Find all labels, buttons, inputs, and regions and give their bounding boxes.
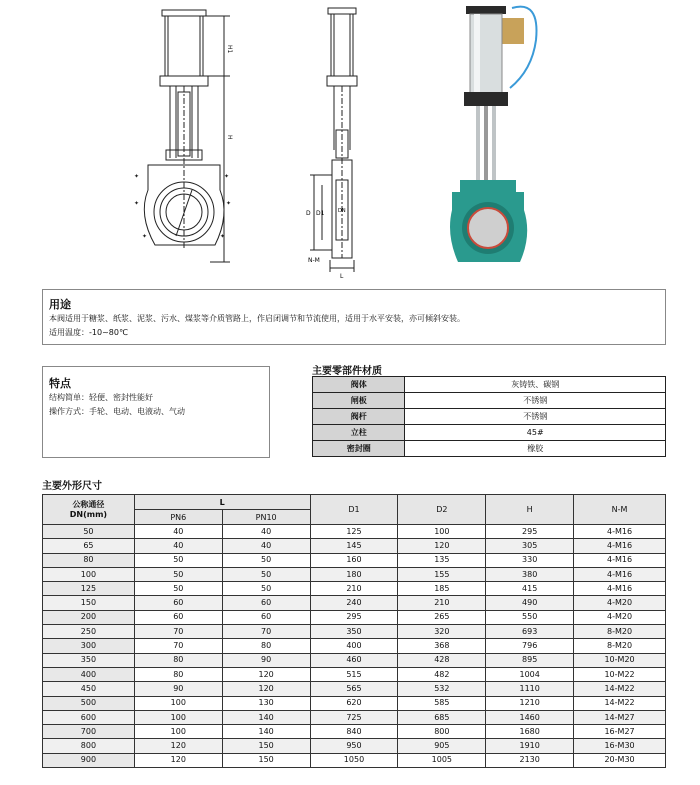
- pn6-cell: 70: [134, 625, 222, 639]
- nm-cell: 14-M22: [574, 696, 666, 710]
- pneumatic-valve-photo: [440, 0, 550, 280]
- part-material: 不锈钢: [405, 409, 666, 425]
- d1-cell: 1050: [310, 753, 398, 767]
- d1-cell: 145: [310, 539, 398, 553]
- d1-cell: 240: [310, 596, 398, 610]
- pn6-cell: 120: [134, 739, 222, 753]
- dim-label-d: D: [306, 210, 311, 217]
- d2-cell: 265: [398, 610, 486, 624]
- pn10-cell: 150: [222, 753, 310, 767]
- h-cell: 1680: [486, 725, 574, 739]
- pn10-cell: 60: [222, 610, 310, 624]
- d1-cell: 400: [310, 639, 398, 653]
- pn10-cell: 40: [222, 525, 310, 539]
- part-material: 45#: [405, 425, 666, 441]
- materials-row: [313, 441, 666, 457]
- dn-cell: 65: [43, 539, 135, 553]
- nm-cell: 4-M16: [574, 567, 666, 581]
- pn6-cell: 100: [134, 710, 222, 724]
- d2-cell: 120: [398, 539, 486, 553]
- dn-cell: 600: [43, 710, 135, 724]
- dn-cell: 300: [43, 639, 135, 653]
- h-cell: 1460: [486, 710, 574, 724]
- features-title: 特点: [49, 377, 71, 390]
- pn10-cell: 40: [222, 539, 310, 553]
- d1-cell: 180: [310, 567, 398, 581]
- dn-cell: 150: [43, 596, 135, 610]
- d2-cell: 155: [398, 567, 486, 581]
- dimensions-table: [42, 494, 666, 768]
- dim-label-l: L: [340, 273, 344, 280]
- h-cell: 550: [486, 610, 574, 624]
- table-row: [43, 610, 666, 624]
- h-cell: 295: [486, 525, 574, 539]
- pn6-cell: 50: [134, 567, 222, 581]
- part-material: 不锈钢: [405, 393, 666, 409]
- pn10-cell: 120: [222, 667, 310, 681]
- dn-cell: 700: [43, 725, 135, 739]
- table-row: [43, 753, 666, 767]
- d1-cell: 950: [310, 739, 398, 753]
- part-name: 立柱: [313, 425, 405, 441]
- header-pn10: PN10: [222, 510, 310, 525]
- h-cell: 1004: [486, 667, 574, 681]
- materials-row: [313, 393, 666, 409]
- d2-cell: 800: [398, 725, 486, 739]
- d2-cell: 905: [398, 739, 486, 753]
- part-name: 密封圈: [313, 441, 405, 457]
- d1-cell: 210: [310, 582, 398, 596]
- header-dn: 公称通径 DN(mm): [43, 495, 135, 525]
- header-d2: D2: [398, 495, 486, 525]
- table-row: [43, 667, 666, 681]
- svg-text:✦: ✦: [224, 173, 230, 180]
- dn-cell: 900: [43, 753, 135, 767]
- table-row: [43, 725, 666, 739]
- svg-text:✦: ✦: [226, 200, 232, 207]
- table-row: [43, 653, 666, 667]
- h-cell: 1210: [486, 696, 574, 710]
- h-cell: 415: [486, 582, 574, 596]
- h-cell: 330: [486, 553, 574, 567]
- nm-cell: 4-M16: [574, 525, 666, 539]
- h-cell: 895: [486, 653, 574, 667]
- pn10-cell: 120: [222, 682, 310, 696]
- pn6-cell: 60: [134, 610, 222, 624]
- d1-cell: 565: [310, 682, 398, 696]
- table-row: [43, 710, 666, 724]
- nm-cell: 4-M16: [574, 553, 666, 567]
- h-cell: 305: [486, 539, 574, 553]
- pn6-cell: 120: [134, 753, 222, 767]
- header-h: H: [486, 495, 574, 525]
- features-section: [42, 366, 270, 458]
- dn-cell: 200: [43, 610, 135, 624]
- d1-cell: 125: [310, 525, 398, 539]
- d2-cell: 185: [398, 582, 486, 596]
- h-cell: 2130: [486, 753, 574, 767]
- dim-label-h1: H1: [226, 45, 233, 54]
- svg-text:✦: ✦: [134, 173, 140, 180]
- pn6-cell: 90: [134, 682, 222, 696]
- dim-label-nm: N-M: [308, 257, 320, 264]
- h-cell: 1910: [486, 739, 574, 753]
- h-cell: 490: [486, 596, 574, 610]
- dn-cell: 250: [43, 625, 135, 639]
- d2-cell: 685: [398, 710, 486, 724]
- nm-cell: 14-M27: [574, 710, 666, 724]
- d2-cell: 482: [398, 667, 486, 681]
- dn-cell: 80: [43, 553, 135, 567]
- nm-cell: 20-M30: [574, 753, 666, 767]
- nm-cell: 8-M20: [574, 625, 666, 639]
- part-material: 灰铸铁、碳钢: [405, 377, 666, 393]
- features-structure: 结构简单：轻便、密封性能好: [49, 393, 153, 402]
- header-pn6: PN6: [134, 510, 222, 525]
- d1-cell: 725: [310, 710, 398, 724]
- d1-cell: 295: [310, 610, 398, 624]
- usage-temperature: 适用温度：-10~80℃: [49, 328, 128, 337]
- table-row: [43, 639, 666, 653]
- pn10-cell: 50: [222, 582, 310, 596]
- nm-cell: 4-M20: [574, 610, 666, 624]
- dn-cell: 400: [43, 667, 135, 681]
- d2-cell: 1005: [398, 753, 486, 767]
- dimensions-title: 主要外形尺寸: [42, 481, 102, 492]
- table-row: [43, 739, 666, 753]
- pn10-cell: 140: [222, 710, 310, 724]
- d1-cell: 840: [310, 725, 398, 739]
- materials-table: [312, 376, 666, 457]
- dn-cell: 100: [43, 567, 135, 581]
- usage-title: 用途: [49, 298, 71, 311]
- header-d1: D1: [310, 495, 398, 525]
- usage-description: 本阀适用于糖浆、纸浆、泥浆、污水、煤浆等介质管路上，作启闭调节和节流使用，适用于水平安装，亦可倾斜安装。: [49, 314, 465, 323]
- pn6-cell: 50: [134, 582, 222, 596]
- d2-cell: 320: [398, 625, 486, 639]
- nm-cell: 4-M16: [574, 582, 666, 596]
- pn6-cell: 80: [134, 653, 222, 667]
- table-row: [43, 567, 666, 581]
- header-l: L: [134, 495, 310, 510]
- pn6-cell: 100: [134, 725, 222, 739]
- part-name: 阀杆: [313, 409, 405, 425]
- dn-cell: 50: [43, 525, 135, 539]
- d2-cell: 100: [398, 525, 486, 539]
- dn-cell: 500: [43, 696, 135, 710]
- pn6-cell: 40: [134, 525, 222, 539]
- pn10-cell: 50: [222, 567, 310, 581]
- d1-cell: 620: [310, 696, 398, 710]
- nm-cell: 16-M30: [574, 739, 666, 753]
- pn10-cell: 70: [222, 625, 310, 639]
- d1-cell: 160: [310, 553, 398, 567]
- table-row: [43, 696, 666, 710]
- svg-text:✦: ✦: [220, 233, 226, 240]
- materials-row: [313, 425, 666, 441]
- nm-cell: 10-M20: [574, 653, 666, 667]
- pn6-cell: 40: [134, 539, 222, 553]
- h-cell: 380: [486, 567, 574, 581]
- dim-label-d1: D1: [316, 210, 325, 217]
- pn10-cell: 50: [222, 553, 310, 567]
- table-row: [43, 525, 666, 539]
- dn-cell: 450: [43, 682, 135, 696]
- pn10-cell: 60: [222, 596, 310, 610]
- d1-cell: 350: [310, 625, 398, 639]
- pn6-cell: 70: [134, 639, 222, 653]
- d2-cell: 135: [398, 553, 486, 567]
- h-cell: 1110: [486, 682, 574, 696]
- nm-cell: 16-M27: [574, 725, 666, 739]
- pn6-cell: 60: [134, 596, 222, 610]
- table-row: [43, 682, 666, 696]
- header-nm: N-M: [574, 495, 666, 525]
- part-material: 橡胶: [405, 441, 666, 457]
- d2-cell: 210: [398, 596, 486, 610]
- nm-cell: 4-M16: [574, 539, 666, 553]
- d2-cell: 428: [398, 653, 486, 667]
- side-view-drawing: [300, 0, 380, 280]
- table-row: [43, 553, 666, 567]
- dn-cell: 800: [43, 739, 135, 753]
- d2-cell: 532: [398, 682, 486, 696]
- pn6-cell: 50: [134, 553, 222, 567]
- nm-cell: 4-M20: [574, 596, 666, 610]
- dim-label-h: H: [226, 135, 233, 140]
- d1-cell: 515: [310, 667, 398, 681]
- pn10-cell: 90: [222, 653, 310, 667]
- pn6-cell: 80: [134, 667, 222, 681]
- svg-text:✦: ✦: [142, 233, 148, 240]
- materials-title: 主要零部件材质: [312, 366, 382, 377]
- nm-cell: 14-M22: [574, 682, 666, 696]
- pn10-cell: 80: [222, 639, 310, 653]
- pn10-cell: 130: [222, 696, 310, 710]
- pn6-cell: 100: [134, 696, 222, 710]
- table-row: [43, 625, 666, 639]
- features-operation: 操作方式：手轮、电动、电液动、气动: [49, 407, 185, 416]
- usage-section: [42, 289, 666, 345]
- dn-cell: 125: [43, 582, 135, 596]
- h-cell: 693: [486, 625, 574, 639]
- materials-row: [313, 409, 666, 425]
- table-row: [43, 596, 666, 610]
- table-row: [43, 539, 666, 553]
- nm-cell: 8-M20: [574, 639, 666, 653]
- d2-cell: 368: [398, 639, 486, 653]
- materials-row: [313, 377, 666, 393]
- nm-cell: 10-M22: [574, 667, 666, 681]
- part-name: 闸板: [313, 393, 405, 409]
- dn-cell: 350: [43, 653, 135, 667]
- table-row: [43, 582, 666, 596]
- dim-label-dn: DN: [338, 208, 346, 214]
- svg-text:✦: ✦: [134, 200, 140, 207]
- front-view-drawing: [120, 0, 250, 280]
- part-name: 阀体: [313, 377, 405, 393]
- pn10-cell: 140: [222, 725, 310, 739]
- d2-cell: 585: [398, 696, 486, 710]
- d1-cell: 460: [310, 653, 398, 667]
- h-cell: 796: [486, 639, 574, 653]
- pn10-cell: 150: [222, 739, 310, 753]
